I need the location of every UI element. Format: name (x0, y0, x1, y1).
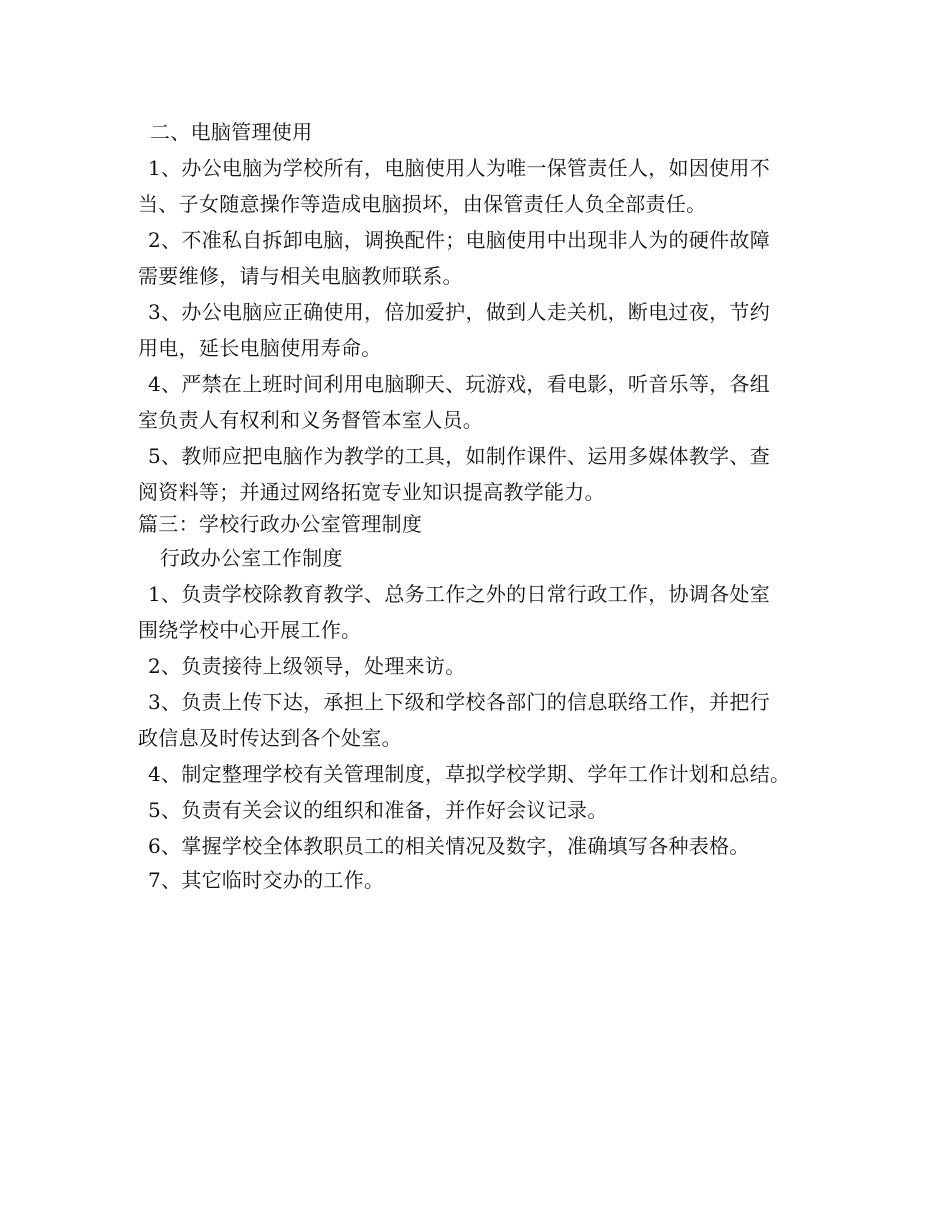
list-item-line: 围绕学校中心开展工作。 (138, 618, 362, 642)
list-item-line: 4、严禁在上班时间利用电脑聊天、玩游戏，看电影，听音乐等，各组 (148, 372, 771, 396)
list-item-line: 3、办公电脑应正确使用，倍加爱护，做到人走关机，断电过夜，节约 (148, 300, 771, 324)
list-item-line: 5、教师应把电脑作为教学的工具，如制作课件、运用多媒体教学、查 (148, 444, 771, 468)
list-item-line: 2、负责接待上级领导，处理来访。 (148, 654, 466, 678)
list-item-line: 阅资料等；并通过网络拓宽专业知识提高教学能力。 (138, 480, 605, 504)
list-item-line: 用电，延长电脑使用寿命。 (138, 336, 382, 360)
section-heading: 二、电脑管理使用 (150, 120, 313, 144)
list-item-line: 需要维修，请与相关电脑教师联系。 (138, 264, 463, 288)
list-item-line: 5、负责有关会议的组织和准备，并作好会议记录。 (148, 798, 608, 822)
list-item-line: 6、掌握学校全体教职员工的相关情况及数字，准确填写各种表格。 (148, 834, 750, 858)
list-item-line: 当、子女随意操作等造成电脑损坏，由保管责任人负全部责任。 (138, 192, 707, 216)
list-item-line: 7、其它临时交办的工作。 (148, 868, 385, 892)
list-item-line: 1、办公电脑为学校所有，电脑使用人为唯一保管责任人，如因使用不 (148, 156, 771, 180)
list-item-line: 3、负责上传下达，承担上下级和学校各部门的信息联络工作，并把行 (148, 690, 771, 714)
subsection-heading: 行政办公室工作制度 (160, 546, 343, 570)
list-item-line: 政信息及时传达到各个处室。 (138, 726, 402, 750)
part-heading: 篇三：学校行政办公室管理制度 (138, 512, 423, 536)
list-item-line: 4、制定整理学校有关管理制度，草拟学校学期、学年工作计划和总结。 (148, 762, 791, 786)
list-item-line: 2、不准私自拆卸电脑，调换配件；电脑使用中出现非人为的硬件故障 (148, 228, 771, 252)
list-item-line: 1、负责学校除教育教学、总务工作之外的日常行政工作，协调各处室 (148, 582, 771, 606)
list-item-line: 室负责人有权利和义务督管本室人员。 (138, 408, 484, 432)
